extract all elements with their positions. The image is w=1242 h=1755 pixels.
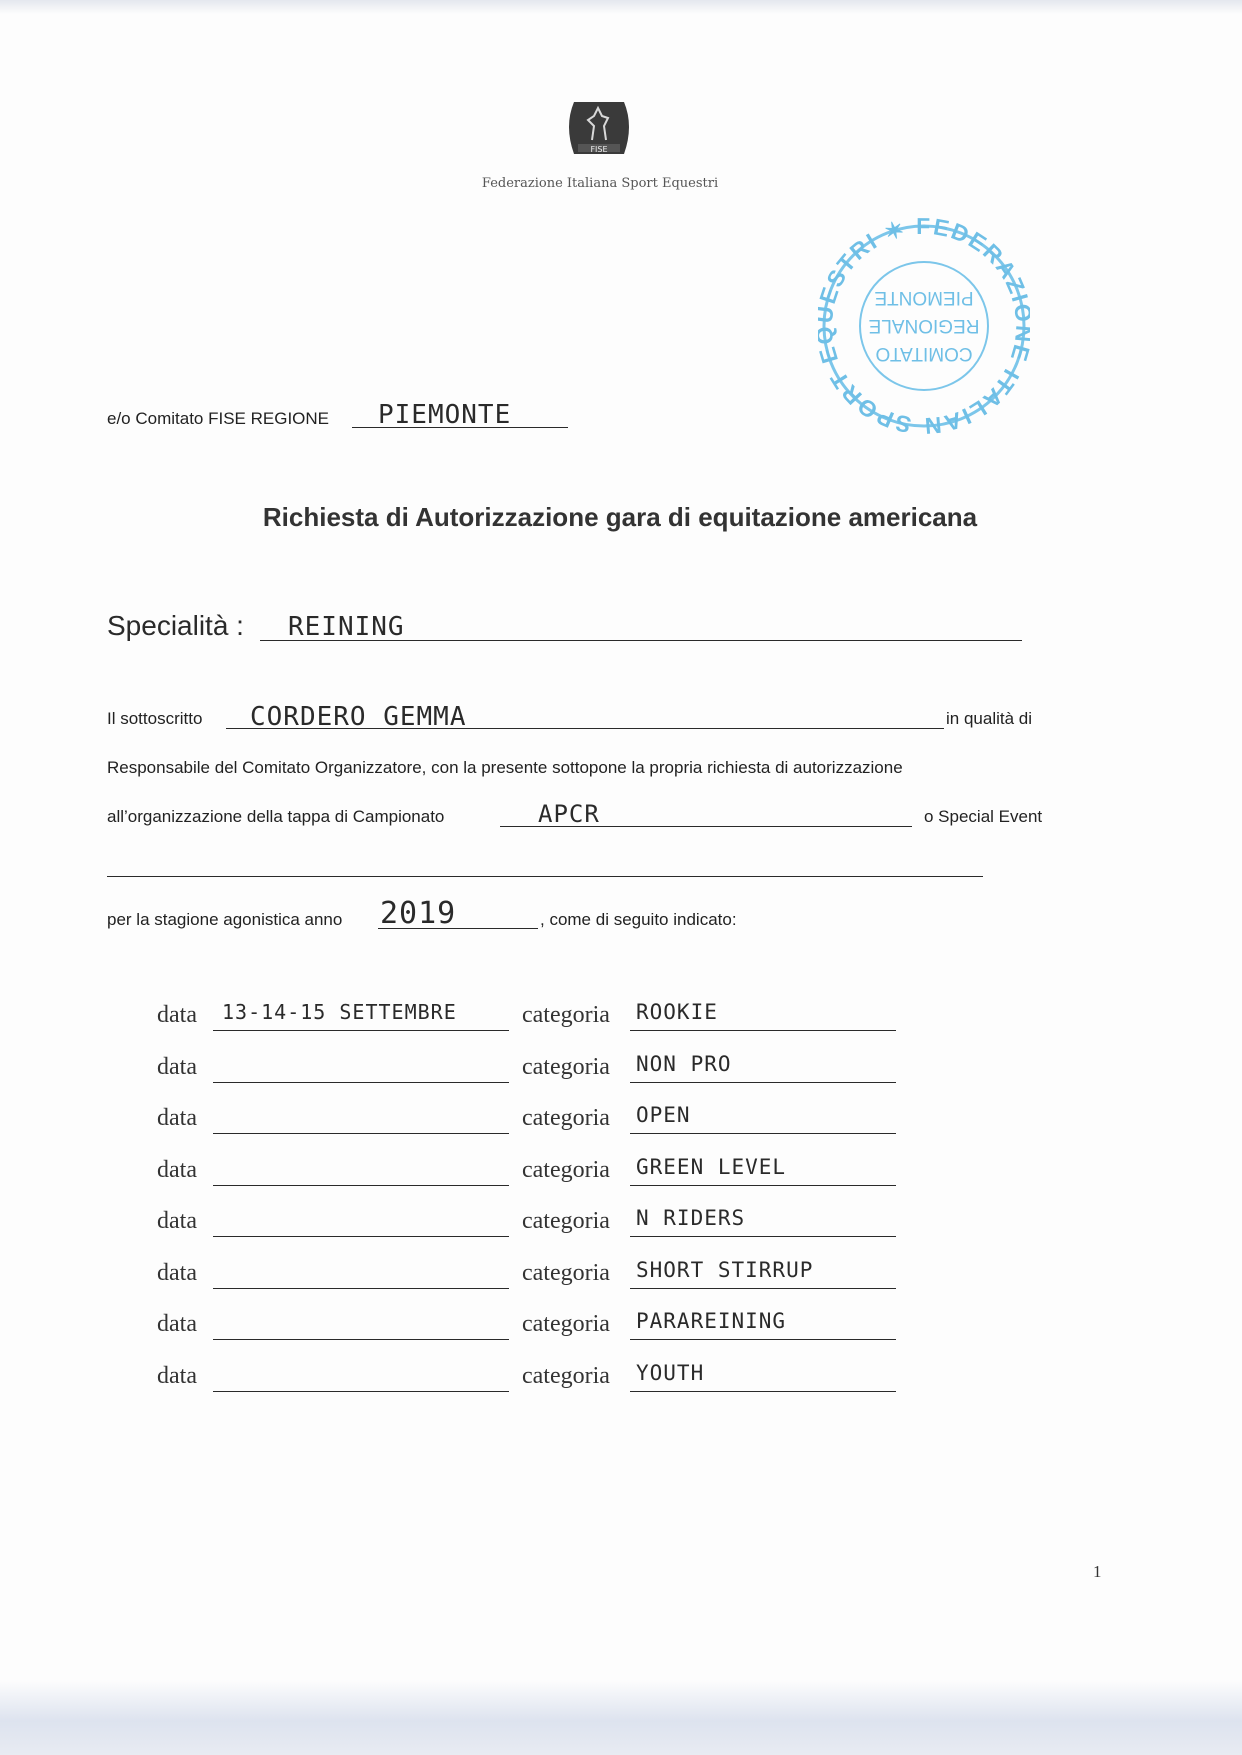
date-field-line — [213, 1133, 509, 1134]
stamp-outer-text: SPORT STRI ✶ FEDERAZ ITALIAN — [821, 212, 1030, 434]
date-field-line — [213, 1391, 509, 1392]
region-label: e/o Comitato FISE REGIONE — [107, 409, 330, 428]
scan-edge-top — [0, 0, 1242, 14]
championship-label: all’organizzazione della tappa di Campionato — [107, 807, 445, 826]
category-label: categoria — [522, 1002, 610, 1028]
championship-value: APCR — [538, 800, 600, 828]
category-label: categoria — [522, 1156, 610, 1183]
category-value: PARAREINING — [636, 1309, 787, 1333]
date-label: data — [157, 1156, 197, 1183]
category-field-line — [630, 1185, 896, 1186]
category-field-line — [630, 1391, 896, 1392]
date-label: data — [157, 1362, 197, 1389]
in-quality-label: in qualità di — [946, 709, 1033, 728]
date-label: data — [157, 1208, 197, 1234]
page-number: 1 — [1093, 1562, 1102, 1581]
signed-label: Il sottoscritto — [107, 709, 203, 728]
category-field-line — [630, 1082, 896, 1083]
date-label: data — [157, 1105, 197, 1131]
category-field-line — [630, 1339, 896, 1340]
date-field-line — [213, 1030, 509, 1031]
date-field-line — [213, 1082, 509, 1083]
signed-value: CORDERO GEMMA — [250, 702, 467, 732]
scan-edge-bottom — [0, 1680, 1242, 1755]
page-title: Richiesta di Autorizzazione gara di equitazione americana — [262, 502, 978, 532]
stamp-line-1: COMITATO — [875, 343, 973, 364]
date-field-line — [213, 1339, 509, 1340]
regional-stamp — [818, 212, 1030, 434]
category-label: categoria — [522, 1208, 610, 1234]
special-event-label: o Special Event — [924, 807, 1043, 826]
category-label: categoria — [522, 1259, 610, 1286]
category-label: categoria — [522, 1362, 610, 1389]
category-value: N RIDERS — [636, 1206, 746, 1230]
date-field-line — [213, 1288, 509, 1289]
federation-name: Federazione Italiana Sport Equestri — [481, 176, 719, 191]
logo-label: FISE — [590, 145, 608, 154]
date-field-line — [213, 1185, 509, 1186]
category-label: categoria — [522, 1053, 610, 1080]
date-value: 13-14-15 SETTEMBRE — [222, 1000, 457, 1024]
date-field-line — [213, 1236, 509, 1237]
stamp-line-2: REGIONALE — [868, 315, 980, 336]
category-value: OPEN — [636, 1103, 691, 1127]
date-label: data — [157, 1311, 197, 1337]
speciality-label: Specialità : — [107, 610, 244, 641]
special-event-field-line — [107, 876, 983, 877]
category-value: YOUTH — [636, 1360, 705, 1385]
fise-logo — [564, 96, 634, 162]
category-value: SHORT STIRRUP — [636, 1257, 814, 1282]
season-label: per la stagione agonistica anno — [107, 910, 343, 929]
body-line-2: Responsabile del Comitato Organizzatore, con la presente sottopone la propria richiesta di autorizzazione — [107, 758, 903, 777]
season-suffix: , come di seguito indicato: — [540, 910, 737, 929]
category-value: ROOKIE — [636, 1000, 718, 1024]
region-value: PIEMONTE — [378, 400, 512, 430]
category-value: GREEN LEVEL — [636, 1154, 787, 1179]
date-label: data — [157, 1002, 197, 1028]
category-label: categoria — [522, 1311, 610, 1337]
category-value: NON PRO — [636, 1051, 732, 1076]
category-label: categoria — [522, 1105, 610, 1131]
stamp-line-3: PIEMONTE — [874, 287, 974, 308]
category-field-line — [630, 1236, 896, 1237]
speciality-value: REINING — [288, 612, 405, 642]
date-label: data — [157, 1053, 197, 1080]
category-field-line — [630, 1288, 896, 1289]
date-label: data — [157, 1259, 197, 1286]
category-field-line — [630, 1133, 896, 1134]
season-value: 2019 — [380, 896, 457, 931]
category-field-line — [630, 1030, 896, 1031]
